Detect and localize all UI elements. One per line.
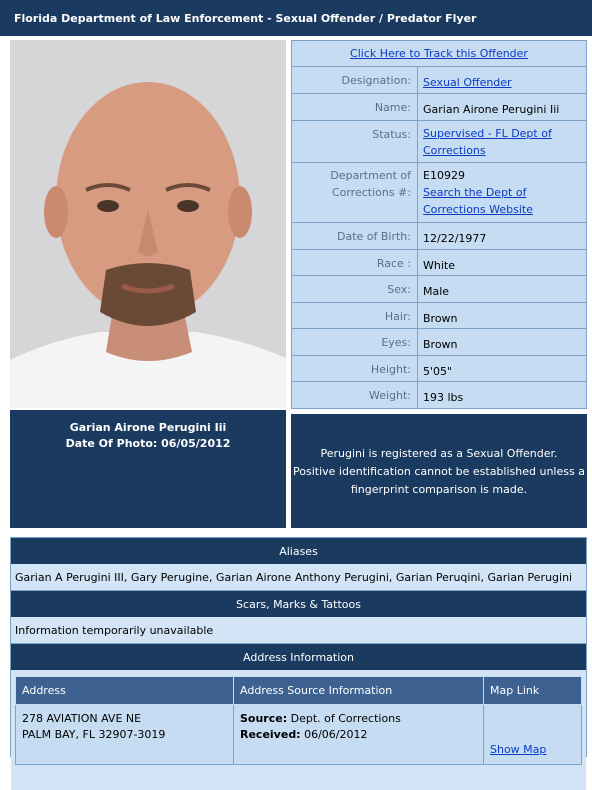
status-link[interactable]: Supervised - FL Dept of Corrections [423, 127, 552, 157]
info-label: Height: [292, 356, 418, 381]
scars-heading: Scars, Marks & Tattoos [11, 591, 586, 617]
address-line: PALM BAY, FL 32907-3019 [22, 728, 166, 741]
info-label: Date of Birth: [292, 223, 418, 249]
offender-photo [10, 40, 286, 408]
info-value: Brown [423, 338, 458, 351]
show-map-link[interactable]: Show Map [490, 743, 547, 756]
info-label: Department of Corrections #: [292, 163, 418, 222]
photo-caption [10, 410, 286, 528]
info-row-eyes [292, 329, 586, 356]
column-header: Map Link [484, 677, 582, 705]
info-value: 12/22/1977 [423, 232, 487, 245]
info-row-sex [292, 276, 586, 303]
column-header: Address Source Information [234, 677, 484, 705]
info-row-designation [292, 67, 586, 94]
page-title: Florida Department of Law Enforcement - Sexual Offender / Predator Flyer [14, 12, 477, 25]
designation-link[interactable]: Sexual Offender [423, 76, 512, 89]
track-row [292, 41, 586, 67]
info-label: Designation: [292, 67, 418, 93]
info-value: 193 lbs [423, 391, 464, 404]
search-doc-website-link[interactable]: Search the Dept of Corrections Website [423, 186, 533, 216]
info-row-height [292, 356, 586, 382]
received-label: Received: [240, 728, 301, 741]
offender-info-panel [291, 40, 587, 409]
info-row-name [292, 94, 586, 121]
info-label: Status: [292, 121, 418, 162]
info-label: Hair: [292, 303, 418, 328]
identification-notice [291, 414, 587, 528]
address-heading: Address Information [11, 644, 586, 670]
page-header [0, 0, 592, 36]
scars-text: Information temporarily unavailable [11, 617, 586, 644]
info-value: Garian Airone Perugini Iii [423, 103, 560, 116]
info-value: Brown [423, 312, 458, 325]
address-line: 278 AVIATION AVE NE [22, 712, 142, 725]
info-row-weight [292, 382, 586, 408]
table-row [16, 705, 582, 765]
info-row-hair [292, 303, 586, 329]
source-cell [234, 705, 484, 765]
source-value: Dept. of Corrections [290, 712, 401, 725]
aliases-text: Garian A Perugini III, Gary Perugine, Garian Airone Anthony Perugini, Garian Peruqini, Garian Perugini [11, 564, 586, 591]
info-row-race [292, 250, 586, 276]
info-label: Weight: [292, 382, 418, 408]
notice-line: Positive identification cannot be established unless a [293, 465, 585, 478]
caption-name: Garian Airone Perugini Iii [69, 421, 227, 434]
info-row-doc-number [292, 163, 586, 223]
info-label: Eyes: [292, 329, 418, 355]
column-header: Address [16, 677, 234, 705]
map-cell [484, 705, 582, 765]
address-cell [16, 705, 234, 765]
info-label: Name: [292, 94, 418, 120]
info-value: Male [423, 285, 450, 298]
aliases-heading: Aliases [11, 538, 586, 564]
info-value: White [423, 259, 455, 272]
doc-number: E10929 [423, 169, 465, 182]
notice-line: Perugini is registered as a Sexual Offender. [320, 447, 558, 460]
received-value: 06/06/2012 [304, 728, 368, 741]
caption-photo-date: Date Of Photo: 06/05/2012 [65, 437, 231, 450]
source-label: Source: [240, 712, 288, 725]
address-table-wrap [11, 670, 586, 790]
info-row-dob [292, 223, 586, 250]
track-offender-link[interactable]: Click Here to Track this Offender [350, 47, 528, 60]
details-section [10, 537, 587, 757]
info-row-status [292, 121, 586, 163]
info-label: Sex: [292, 276, 418, 302]
notice-line: fingerprint comparison is made. [350, 483, 528, 496]
info-value: 5'05" [423, 365, 453, 378]
info-label: Race : [292, 250, 418, 275]
address-table [15, 676, 582, 765]
